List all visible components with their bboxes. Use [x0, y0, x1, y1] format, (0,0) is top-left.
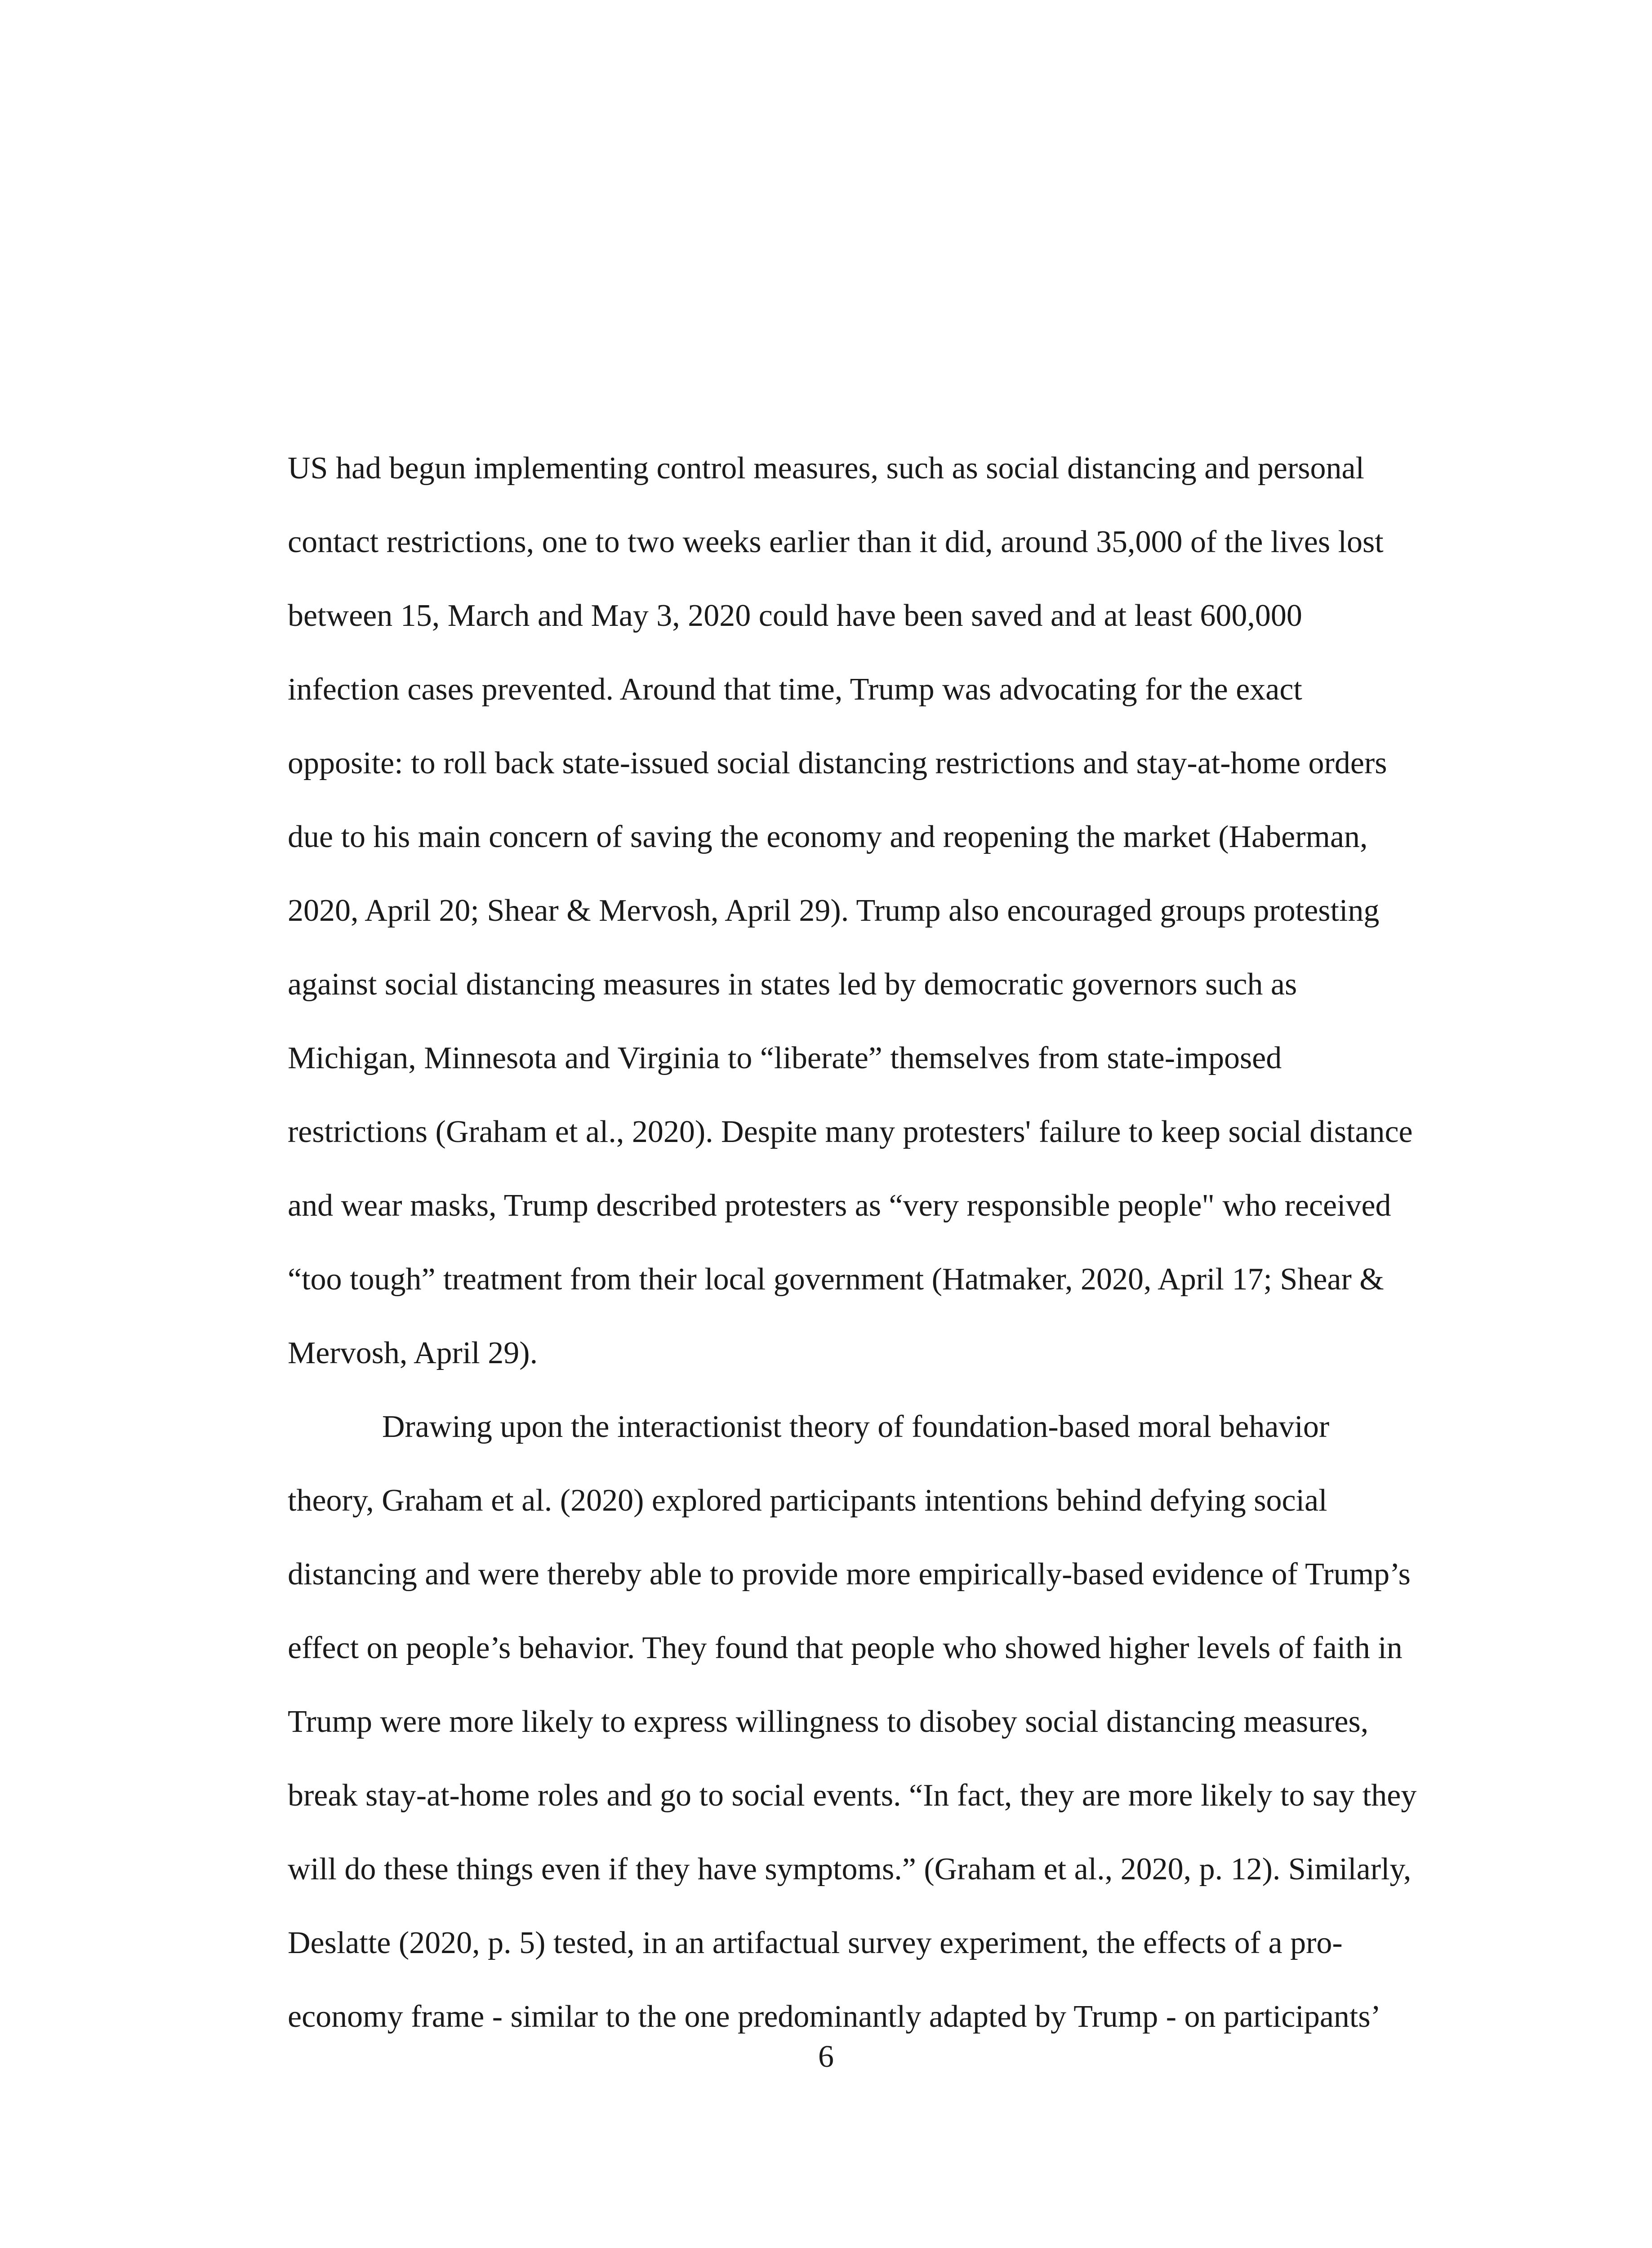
text-line: economy frame - similar to the one predominantly adapted by Trump - on participants’ [288, 1999, 1381, 2034]
text-line: will do these things even if they have symptoms.” (Graham et al., 2020, p. 12). Similarly, [288, 1852, 1412, 1887]
text-line: “too tough” treatment from their local government (Hatmaker, 2020, April 17; Shear & [288, 1262, 1384, 1297]
text-line: US had begun implementing control measures, such as social distancing and personal [288, 451, 1365, 486]
text-line: Mervosh, April 29). [288, 1336, 538, 1370]
text-line: Deslatte (2020, p. 5) tested, in an artifactual survey experiment, the effects of a pro- [288, 1926, 1343, 1960]
text-line: due to his main concern of saving the economy and reopening the market (Haberman, [288, 820, 1368, 854]
text-line: contact restrictions, one to two weeks earlier than it did, around 35,000 of the lives lost [288, 525, 1384, 559]
text-line: restrictions (Graham et al., 2020). Despite many protesters' failure to keep social distance [288, 1115, 1413, 1149]
text-line: break stay-at-home roles and go to social events. “In fact, they are more likely to say they [288, 1778, 1417, 1813]
body-text [288, 432, 1438, 2054]
text-line: between 15, March and May 3, 2020 could have been saved and at least 600,000 [288, 598, 1302, 633]
page-number: 6 [818, 2039, 834, 2074]
text-line: theory, Graham et al. (2020) explored participants intentions behind defying social [288, 1483, 1327, 1518]
text-line: Michigan, Minnesota and Virginia to “liberate” themselves from state-imposed [288, 1041, 1282, 1075]
text-line: and wear masks, Trump described protesters as “very responsible people" who received [288, 1188, 1391, 1223]
text-line: 2020, April 20; Shear & Mervosh, April 29). Trump also encouraged groups protesting [288, 893, 1380, 928]
text-line: against social distancing measures in states led by democratic governors such as [288, 967, 1297, 1002]
text-line: distancing and were thereby able to provide more empirically-based evidence of Trump’s [288, 1557, 1411, 1592]
paragraph-first-line: Drawing upon the interactionist theory of foundation-based moral behavior [382, 1409, 1330, 1444]
text-line: infection cases prevented. Around that time, Trump was advocating for the exact [288, 672, 1302, 707]
text-line: effect on people’s behavior. They found that people who showed higher levels of faith in [288, 1631, 1403, 1665]
text-line: opposite: to roll back state-issued social distancing restrictions and stay-at-home orders [288, 746, 1387, 781]
text-line: Trump were more likely to express willingness to disobey social distancing measures, [288, 1704, 1369, 1739]
